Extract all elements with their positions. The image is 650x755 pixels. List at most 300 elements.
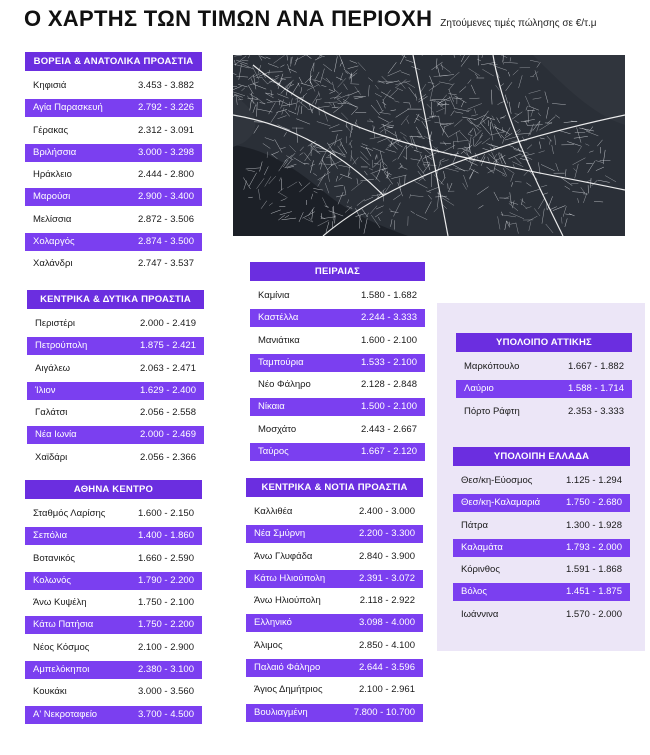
street-line: [549, 140, 550, 145]
price-range: 2.444 - 2.800: [138, 169, 194, 181]
street-line: [436, 59, 437, 70]
table-row: [246, 503, 423, 521]
section-rows: [25, 77, 202, 273]
table-row: [25, 594, 202, 612]
price-range: 2.872 - 3.506: [138, 213, 194, 225]
street-line: [256, 102, 257, 116]
street-line: [426, 191, 431, 193]
street-line: [341, 113, 348, 120]
street-line: [540, 138, 545, 139]
area-name: Περιστέρι: [35, 318, 75, 329]
area-name: Μοσχάτο: [258, 423, 297, 435]
street-line: [313, 173, 317, 176]
area-name: Μαρκόπουλο: [464, 361, 520, 372]
street-line: [297, 105, 299, 115]
table-row: [25, 550, 202, 568]
table-row: [25, 255, 202, 273]
street-line: [453, 98, 462, 99]
street-line: [411, 195, 424, 196]
area-name: Κάτω Ηλιούπολη: [254, 572, 326, 584]
street-line: [404, 81, 415, 88]
street-line: [501, 135, 505, 140]
street-line: [512, 112, 522, 120]
street-line: [388, 62, 396, 73]
street-line: [470, 122, 481, 128]
price-range: 1.667 - 2.120: [361, 446, 417, 458]
section-header: ΒΟΡΕΙΑ & ΑΝΑΤΟΛΙΚΑ ΠΡΟΑΣΤΙΑ: [25, 52, 202, 71]
street-line: [385, 129, 396, 136]
street-line: [585, 144, 589, 146]
street-line: [381, 92, 394, 100]
street-line: [494, 55, 507, 58]
area-name: Θεσ/κη-Εύοσμος: [461, 475, 533, 486]
table-row: [250, 398, 425, 416]
street-line: [318, 106, 329, 108]
table-row: [246, 681, 423, 699]
street-line: [555, 115, 560, 118]
street-line: [300, 147, 304, 151]
street-line: [238, 84, 247, 87]
street-line: [454, 119, 462, 126]
street-line: [474, 135, 483, 147]
table-row: [453, 606, 630, 624]
area-name: Ταμπούρια: [258, 356, 304, 368]
street-line: [573, 158, 586, 165]
table-row: [25, 616, 202, 634]
street-line: [371, 168, 385, 173]
street-line: [448, 94, 456, 95]
street-line: [509, 102, 511, 114]
street-line: [317, 122, 331, 127]
street-line: [475, 115, 487, 121]
page-title: Ο ΧΑΡΤΗΣ ΤΩΝ ΤΙΜΩΝ ΑΝΑ ΠΕΡΙΟΧΗ: [24, 6, 433, 31]
street-line: [441, 65, 451, 73]
price-range: 2.000 - 2.419: [140, 318, 196, 329]
area-name: Νέα Ιωνία: [35, 429, 77, 441]
street-line: [541, 164, 554, 170]
price-range: 1.125 - 1.294: [566, 475, 622, 486]
street-line: [509, 212, 523, 218]
street-line: [362, 144, 368, 146]
page-subtitle: Ζητούμενες τιμές πώλησης σε €/τ.μ: [440, 18, 597, 29]
street-line: [552, 103, 566, 104]
street-line: [241, 88, 244, 91]
street-line: [418, 96, 427, 102]
street-line: [526, 106, 528, 110]
street-line: [567, 142, 581, 146]
street-line: [380, 130, 383, 133]
area-name: Καλλιθέα: [254, 506, 293, 517]
street-line: [335, 134, 338, 145]
street-line: [377, 100, 383, 111]
area-name: Σταθμός Λαρίσης: [33, 508, 106, 519]
street-line: [483, 148, 490, 150]
table-row: [246, 570, 423, 588]
street-line: [527, 189, 540, 193]
street-line: [287, 64, 290, 73]
street-line: [542, 209, 544, 224]
price-range: 7.800 - 10.700: [353, 706, 415, 718]
street-line: [503, 139, 504, 143]
street-line: [573, 168, 576, 171]
table-row: [25, 683, 202, 701]
price-range: 2.900 - 3.400: [138, 191, 194, 203]
street-line: [288, 111, 296, 114]
table-row: [27, 426, 204, 444]
street-line: [375, 93, 382, 96]
street-line: [260, 56, 266, 59]
street-line: [452, 55, 455, 58]
street-line: [250, 100, 252, 111]
table-row: [250, 443, 425, 461]
street-line: [530, 76, 534, 77]
street-line: [531, 108, 534, 116]
area-name: Πόρτο Ράφτη: [464, 405, 520, 417]
street-line: [273, 55, 284, 63]
street-line: [330, 91, 335, 93]
street-line: [430, 86, 433, 101]
price-range: 3.000 - 3.560: [138, 686, 194, 698]
street-line: [319, 152, 326, 165]
street-line: [351, 182, 362, 191]
area-name: Θεσ/κη-Καλαμαριά: [461, 497, 541, 509]
area-name: Βουλιαγμένη: [254, 706, 308, 718]
street-line: [441, 177, 446, 184]
street-line: [340, 174, 352, 178]
table-row: [25, 166, 202, 184]
section-header: ΥΠΟΛΟΙΠΗ ΕΛΛΑΔΑ: [453, 447, 630, 466]
table-row: [25, 211, 202, 229]
street-line: [469, 169, 474, 178]
street-line: [411, 211, 415, 214]
street-line: [369, 168, 373, 170]
street-line: [400, 163, 402, 167]
section-kentrika-dytika: [27, 290, 204, 471]
area-name: Αιγάλεω: [35, 362, 71, 374]
price-range: 1.629 - 2.400: [140, 384, 196, 396]
street-line: [239, 64, 242, 79]
street-line: [598, 180, 610, 182]
street-line: [440, 75, 454, 77]
area-name: Καστέλλα: [258, 312, 299, 324]
area-name: Άνω Κυψέλη: [33, 597, 87, 609]
street-line: [519, 102, 520, 108]
street-line: [282, 108, 284, 115]
table-row: [25, 122, 202, 140]
street-line: [306, 55, 312, 59]
street-line: [233, 91, 245, 96]
street-line: [271, 90, 272, 96]
street-line: [266, 99, 272, 102]
street-line: [322, 77, 333, 84]
street-line: [334, 56, 337, 72]
area-name: Σεπόλια: [33, 530, 68, 542]
street-line: [469, 68, 480, 75]
street-line: [301, 106, 302, 114]
section-rows: [456, 358, 632, 421]
street-line: [454, 108, 469, 111]
street-line: [338, 165, 349, 167]
table-row: [25, 188, 202, 206]
price-range: 2.747 - 3.537: [138, 258, 194, 270]
street-line: [414, 114, 419, 123]
street-line: [428, 195, 431, 199]
street-line: [504, 62, 518, 63]
street-line: [468, 79, 471, 83]
street-line: [300, 152, 304, 155]
street-line: [526, 183, 531, 187]
street-line: [233, 86, 241, 91]
street-line: [574, 136, 588, 138]
street-line: [409, 136, 422, 137]
table-row: [453, 472, 630, 490]
street-line: [430, 100, 435, 101]
table-row: [453, 494, 630, 512]
street-line: [477, 187, 488, 195]
street-line: [527, 145, 532, 149]
price-range: 3.453 - 3.882: [138, 80, 194, 91]
table-row: [250, 376, 425, 394]
street-line: [394, 101, 399, 102]
table-row: [25, 572, 202, 590]
athens-map: [233, 55, 625, 236]
street-line: [409, 87, 417, 98]
price-range: 2.100 - 2.900: [138, 641, 194, 653]
area-name: Νέο Φάληρο: [258, 379, 311, 391]
street-line: [539, 122, 552, 130]
section-rows: [27, 315, 204, 467]
land-shape: [233, 95, 255, 147]
street-line: [333, 103, 335, 107]
street-line: [454, 140, 468, 141]
area-name: Κουκάκι: [33, 686, 67, 698]
price-range: 1.790 - 2.200: [138, 574, 194, 586]
street-line: [455, 168, 468, 171]
street-line: [565, 218, 567, 226]
street-line: [522, 153, 535, 156]
street-line: [386, 149, 397, 152]
area-name: Ελληνικό: [254, 617, 292, 629]
street-line: [269, 103, 276, 115]
price-range: 1.600 - 2.100: [361, 334, 417, 346]
street-line: [508, 72, 510, 76]
street-line: [253, 73, 261, 77]
street-line: [368, 85, 369, 96]
street-line: [234, 55, 242, 56]
street-line: [555, 135, 556, 145]
section-header: ΚΕΝΤΡΙΚΑ & ΔΥΤΙΚΑ ΠΡΟΑΣΤΙΑ: [27, 290, 204, 309]
street-line: [451, 111, 455, 116]
street-line: [275, 139, 282, 152]
street-line: [367, 213, 369, 217]
area-name: Άνω Γλυφάδα: [254, 550, 313, 562]
street-line: [262, 78, 267, 83]
street-line: [412, 136, 418, 150]
street-line: [299, 77, 302, 84]
street-line: [546, 224, 553, 233]
street-line: [382, 170, 391, 175]
street-line: [455, 112, 463, 114]
street-line: [459, 87, 466, 93]
street-line: [525, 96, 529, 106]
street-line: [331, 160, 342, 165]
street-line: [406, 60, 414, 63]
street-line: [233, 71, 236, 75]
street-line: [268, 64, 278, 68]
street-line: [339, 177, 343, 181]
street-line: [329, 124, 339, 128]
street-line: [312, 93, 319, 104]
street-line: [429, 76, 433, 87]
street-line: [345, 71, 348, 73]
street-line: [327, 163, 333, 170]
street-line: [449, 89, 454, 102]
street-line: [278, 100, 289, 106]
price-range: 2.443 - 2.667: [361, 423, 417, 435]
street-line: [272, 152, 279, 155]
street-line: [533, 98, 542, 100]
street-line: [373, 148, 385, 153]
street-line: [434, 207, 438, 212]
street-line: [312, 79, 320, 86]
street-line: [470, 128, 473, 133]
street-line: [248, 85, 253, 94]
street-line: [414, 150, 421, 153]
street-line: [461, 55, 465, 62]
street-line: [605, 176, 616, 182]
table-row: [25, 527, 202, 545]
street-line: [284, 77, 291, 78]
street-line: [285, 80, 294, 87]
price-range: 1.500 - 2.100: [361, 401, 417, 413]
street-line: [469, 136, 471, 150]
street-line: [571, 183, 579, 184]
street-line: [294, 158, 306, 165]
area-name: Α' Νεκροταφείο: [33, 708, 98, 720]
street-line: [431, 114, 432, 119]
street-line: [427, 104, 432, 109]
table-row: [246, 525, 423, 543]
street-line: [375, 85, 378, 89]
table-row: [246, 659, 423, 677]
section-kentrika-notia: [246, 478, 423, 726]
street-line: [320, 69, 324, 84]
street-line: [438, 191, 439, 207]
street-line: [477, 59, 481, 61]
street-line: [395, 87, 403, 90]
street-line: [471, 85, 475, 94]
title-row: [24, 6, 597, 32]
street-line: [305, 76, 312, 84]
main-road: [323, 115, 625, 236]
street-line: [559, 131, 570, 134]
table-row: [456, 380, 632, 398]
street-line: [578, 146, 582, 153]
street-line: [588, 161, 595, 173]
street-line: [516, 223, 519, 234]
street-line: [519, 75, 523, 88]
street-line: [358, 62, 366, 70]
price-range: 2.200 - 3.300: [359, 528, 415, 540]
street-line: [456, 132, 458, 142]
price-range: 1.588 - 1.714: [568, 383, 624, 395]
street-line: [338, 55, 343, 64]
street-line: [506, 221, 509, 227]
street-line: [524, 168, 531, 175]
street-line: [368, 78, 372, 82]
main-road: [493, 55, 563, 236]
street-line: [515, 133, 530, 134]
street-line: [350, 61, 357, 64]
price-range: 3.098 - 4.000: [359, 617, 415, 629]
street-line: [350, 143, 352, 148]
area-name: Λαύριο: [464, 383, 494, 395]
area-name: Παλαιό Φάληρο: [254, 662, 321, 674]
street-line: [391, 175, 406, 179]
street-line: [511, 174, 514, 182]
section-header: ΚΕΝΤΡΙΚΑ & ΝΟΤΙΑ ΠΡΟΑΣΤΙΑ: [246, 478, 423, 497]
street-line: [425, 201, 431, 213]
table-row: [27, 382, 204, 400]
table-row: [27, 315, 204, 333]
street-line: [515, 114, 519, 115]
street-line: [348, 66, 359, 69]
street-line: [396, 143, 402, 147]
area-name: Νέος Κόσμος: [33, 641, 90, 653]
area-name: Μανιάτικα: [258, 334, 300, 346]
table-row: [246, 637, 423, 655]
street-line: [545, 92, 548, 103]
street-line: [497, 102, 501, 104]
street-line: [410, 137, 412, 145]
street-line: [320, 156, 323, 170]
section-header: ΑΘΗΝΑ ΚΕΝΤΡΟ: [25, 480, 202, 499]
street-line: [360, 157, 370, 166]
street-line: [265, 138, 274, 141]
street-line: [332, 82, 335, 92]
street-line: [393, 195, 400, 200]
area-name: Νέα Σμύρνη: [254, 528, 306, 540]
street-line: [321, 85, 326, 86]
street-line: [369, 119, 373, 123]
street-line: [474, 109, 475, 114]
street-line: [482, 69, 493, 76]
street-line: [355, 86, 361, 94]
section-athina: [25, 480, 202, 728]
street-line: [515, 120, 519, 123]
price-range: 2.380 - 3.100: [138, 664, 194, 676]
price-range: 2.128 - 2.848: [361, 379, 417, 391]
street-line: [254, 75, 256, 89]
table-row: [246, 548, 423, 566]
street-line: [502, 175, 506, 177]
area-name: Καμίνια: [258, 290, 290, 301]
area-name: Βριλήσσια: [33, 146, 77, 158]
street-line: [323, 109, 327, 122]
street-line: [583, 193, 587, 203]
street-line: [537, 62, 541, 67]
section-rows: [250, 287, 425, 461]
street-line: [491, 90, 492, 105]
street-line: [428, 82, 434, 83]
price-range: 2.792 - 3.226: [138, 102, 194, 114]
table-row: [25, 99, 202, 117]
street-line: [395, 81, 410, 85]
area-name: Χαϊδάρι: [35, 451, 68, 463]
table-row: [27, 337, 204, 355]
table-row: [25, 233, 202, 251]
table-row: [453, 539, 630, 557]
